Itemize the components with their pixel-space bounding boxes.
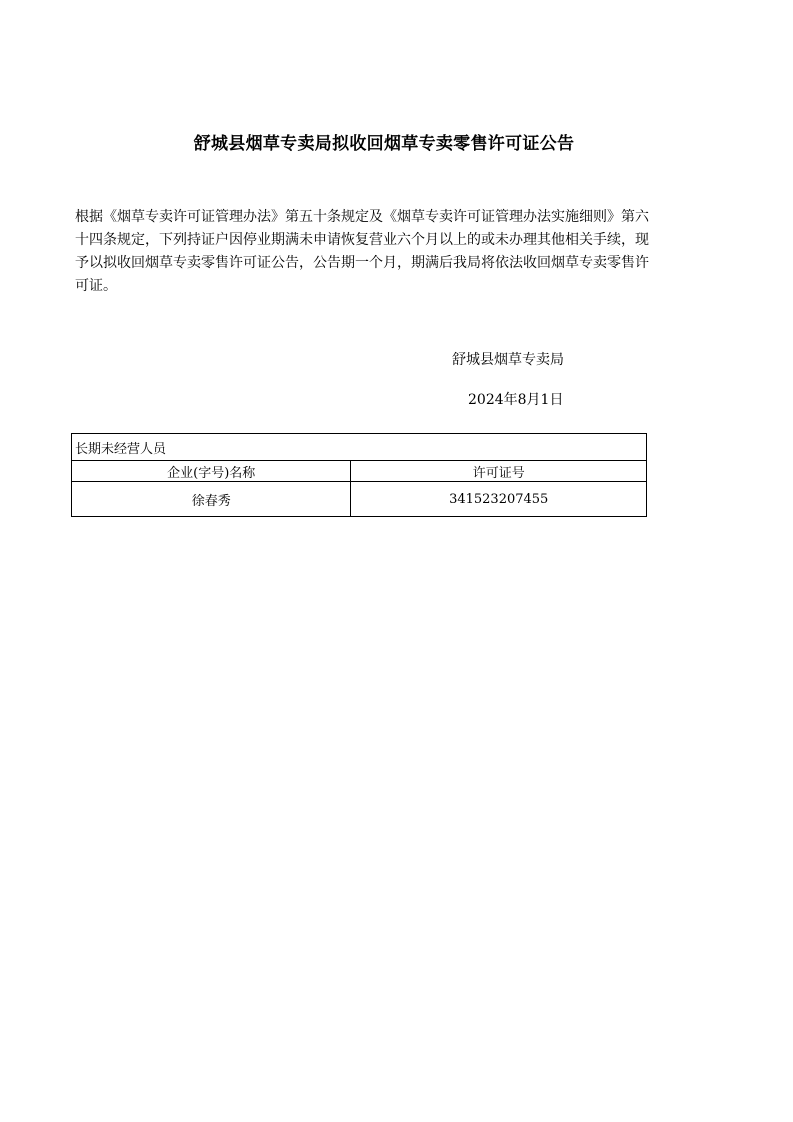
- section-row: [72, 434, 647, 461]
- license-table: [71, 433, 647, 517]
- notice-body: 根据《烟草专卖许可证管理办法》第五十条规定及《烟草专卖许可证管理办法实施细则》第六十四条规定，下列持证户因停业期满未申请恢复营业六个月以上的或未办理其他相关手续，现予以拟收回烟草专卖零售许可证公告，公告期一个月，期满后我局将依法收回烟草专卖零售许可证。: [75, 209, 649, 294]
- section-label: 长期未经营人员: [72, 434, 647, 461]
- notice-title: [0, 132, 793, 156]
- cell-name: 徐春秀: [72, 482, 351, 517]
- notice-title-text: 舒城县烟草专卖局拟收回烟草专卖零售许可证公告: [193, 134, 575, 154]
- issuer-name: 舒城县烟草专卖局: [452, 352, 564, 368]
- header-row: [72, 461, 647, 482]
- table-row: [72, 482, 647, 517]
- cell-license: 341523207455: [351, 482, 647, 517]
- issue-date: 2024年8月1日: [468, 392, 564, 408]
- header-license: 许可证号: [351, 461, 647, 482]
- header-name: 企业(字号)名称: [72, 461, 351, 482]
